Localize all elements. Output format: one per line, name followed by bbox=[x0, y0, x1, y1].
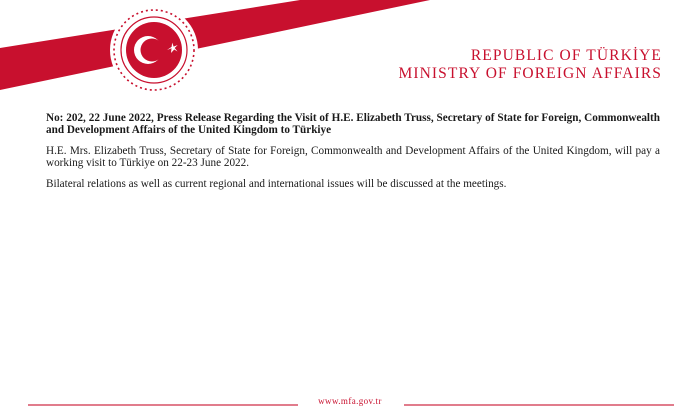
footer-website-link[interactable]: www.mfa.gov.tr bbox=[318, 396, 382, 406]
press-release-heading: No: 202, 22 June 2022, Press Release Regarding the Visit of H.E. Elizabeth Truss, Secretary of State for Foreign, Commonwealth and Development Affairs of the United Kingdom to Türkiye bbox=[46, 112, 660, 137]
ministry-title bbox=[398, 47, 662, 83]
ministry-title-line2: MINISTRY OF FOREIGN AFFAIRS bbox=[398, 65, 662, 82]
paragraph-visit: H.E. Mrs. Elizabeth Truss, Secretary of State for Foreign, Commonwealth and Development Affairs of the United Kingdom, will pay a working visit to Türkiye on 22-23 June 2022. bbox=[46, 144, 660, 170]
paragraph-relations: Bilateral relations as well as current regional and international issues will be discussed at the meetings. bbox=[46, 177, 507, 190]
ministry-seal-icon bbox=[88, 4, 220, 96]
footer-divider-right bbox=[404, 404, 674, 406]
press-release-body bbox=[46, 112, 660, 198]
ministry-title-line1: REPUBLIC OF TÜRKİYE bbox=[470, 47, 662, 64]
